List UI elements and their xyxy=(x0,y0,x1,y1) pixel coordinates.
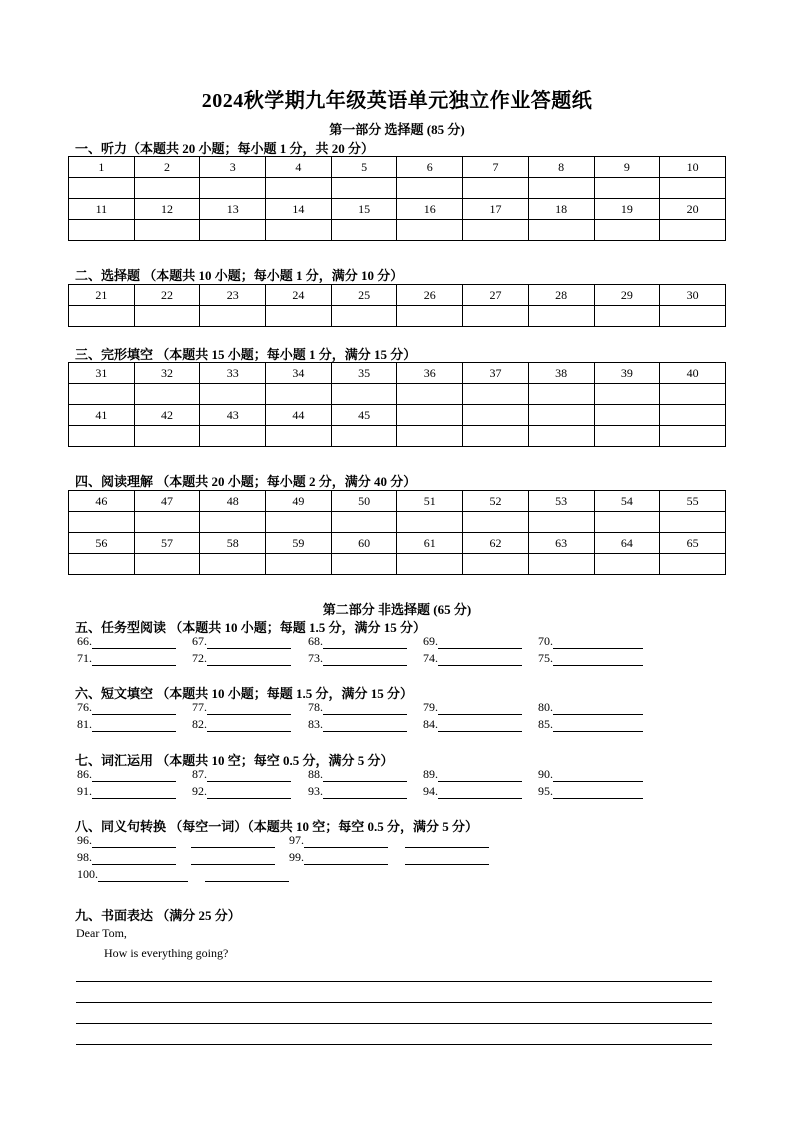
blank-item: 72. xyxy=(192,651,291,666)
answer-blank[interactable] xyxy=(207,700,291,715)
question-number-cell: 6 xyxy=(397,157,463,178)
blank-item xyxy=(205,867,289,882)
question-number-cell: 36 xyxy=(397,363,463,384)
question-number-cell: 2 xyxy=(134,157,200,178)
question-number-cell: 53 xyxy=(528,491,594,512)
question-number-cell: 37 xyxy=(463,363,529,384)
blank-item: 84. xyxy=(423,717,522,732)
question-number-cell: 61 xyxy=(397,533,463,554)
question-number-cell: 13 xyxy=(200,199,266,220)
blank-item: 73. xyxy=(308,651,407,666)
question-number-cell: 26 xyxy=(397,285,463,306)
blank-item: 89. xyxy=(423,767,522,782)
answer-blank[interactable] xyxy=(92,700,176,715)
answer-cell[interactable] xyxy=(331,384,397,405)
section1-heading: 一、听力（本题共 20 小题；每小题 1 分，共 20 分） xyxy=(75,141,375,156)
answer-cell[interactable] xyxy=(331,554,397,575)
answer-blank[interactable] xyxy=(92,651,176,666)
blank-item: 68. xyxy=(308,634,407,649)
table-row xyxy=(69,533,726,554)
blank-item: 96. xyxy=(77,833,176,848)
answer-cell[interactable] xyxy=(660,384,726,405)
blank-item: 92. xyxy=(192,784,291,799)
blank-item: 67. xyxy=(192,634,291,649)
question-number-cell: 34 xyxy=(266,363,332,384)
question-number-cell: 27 xyxy=(463,285,529,306)
blank-item: 79. xyxy=(423,700,522,715)
answer-cell[interactable] xyxy=(200,512,266,533)
answer-blank[interactable] xyxy=(438,784,522,799)
answer-blank[interactable] xyxy=(98,867,188,882)
question-number-cell: 43 xyxy=(200,405,266,426)
answer-blank[interactable] xyxy=(438,651,522,666)
part2-heading: 第二部分 非选择题 (65 分) xyxy=(322,602,472,617)
answer-row xyxy=(69,554,726,575)
section3-heading: 三、完形填空 （本题共 15 小题；每小题 1 分，满分 15 分） xyxy=(75,347,417,362)
answer-cell[interactable] xyxy=(331,512,397,533)
answer-blank[interactable] xyxy=(323,767,407,782)
answer-cell[interactable] xyxy=(660,512,726,533)
answer-cell[interactable] xyxy=(69,384,135,405)
section6-heading: 六、短文填空 （本题共 10 小题；每题 1.5 分，满分 15 分） xyxy=(75,686,414,701)
answer-blank[interactable] xyxy=(553,767,643,782)
blank-item: 80. xyxy=(538,700,643,715)
answer-cell[interactable] xyxy=(528,384,594,405)
table-row xyxy=(69,491,726,512)
question-number-cell: 60 xyxy=(331,533,397,554)
answer-blank[interactable] xyxy=(207,634,291,649)
blank-item: 90. xyxy=(538,767,643,782)
answer-cell[interactable] xyxy=(528,306,594,327)
blank-item: 88. xyxy=(308,767,407,782)
question-number-cell: 25 xyxy=(331,285,397,306)
question-number-cell: 3 xyxy=(200,157,266,178)
empty-cell xyxy=(397,426,463,447)
answer-row xyxy=(69,384,726,405)
answer-blank[interactable] xyxy=(438,717,522,732)
section9-heading: 九、书面表达 （满分 25 分） xyxy=(75,908,241,923)
empty-cell xyxy=(463,405,529,426)
question-number-cell: 35 xyxy=(331,363,397,384)
answer-blank[interactable] xyxy=(92,784,176,799)
answer-cell[interactable] xyxy=(200,554,266,575)
question-number-cell: 65 xyxy=(660,533,726,554)
answer-blank[interactable] xyxy=(207,767,291,782)
question-number-cell: 50 xyxy=(331,491,397,512)
question-number-cell: 49 xyxy=(266,491,332,512)
answer-cell[interactable] xyxy=(331,178,397,199)
empty-cell xyxy=(528,405,594,426)
blank-item: 93. xyxy=(308,784,407,799)
question-number-cell: 20 xyxy=(660,199,726,220)
question-number-cell: 31 xyxy=(69,363,135,384)
table-row xyxy=(69,363,726,384)
answer-blank[interactable] xyxy=(191,833,275,848)
question-number-cell: 39 xyxy=(594,363,660,384)
answer-cell[interactable] xyxy=(134,220,200,241)
empty-cell xyxy=(463,426,529,447)
question-number-cell: 9 xyxy=(594,157,660,178)
answer-blank[interactable] xyxy=(553,651,643,666)
answer-blank[interactable] xyxy=(323,700,407,715)
answer-blank[interactable] xyxy=(323,717,407,732)
question-number-cell: 18 xyxy=(528,199,594,220)
question-number-cell: 23 xyxy=(200,285,266,306)
answer-cell[interactable] xyxy=(594,178,660,199)
answer-cell[interactable] xyxy=(397,178,463,199)
question-number-cell: 24 xyxy=(266,285,332,306)
answer-cell[interactable] xyxy=(200,178,266,199)
answer-cell[interactable] xyxy=(69,554,135,575)
blank-item: 66. xyxy=(77,634,176,649)
question-number-cell: 42 xyxy=(134,405,200,426)
blank-item: 76. xyxy=(77,700,176,715)
question-number-cell: 41 xyxy=(69,405,135,426)
empty-cell xyxy=(594,405,660,426)
question-number-cell: 14 xyxy=(266,199,332,220)
answer-cell[interactable] xyxy=(594,220,660,241)
blank-item xyxy=(405,833,489,848)
section2-heading: 二、选择题 （本题共 10 小题；每小题 1 分，满分 10 分） xyxy=(75,268,404,283)
question-number-cell: 7 xyxy=(463,157,529,178)
question-number-cell: 4 xyxy=(266,157,332,178)
blank-item: 91. xyxy=(77,784,176,799)
blank-item: 71. xyxy=(77,651,176,666)
answer-blank[interactable] xyxy=(553,700,643,715)
question-number-cell: 32 xyxy=(134,363,200,384)
answer-row xyxy=(69,512,726,533)
answer-row xyxy=(69,426,726,447)
question-number-cell: 55 xyxy=(660,491,726,512)
question-number-cell: 10 xyxy=(660,157,726,178)
question-number-cell: 5 xyxy=(331,157,397,178)
question-number-cell: 11 xyxy=(69,199,135,220)
answer-blank[interactable] xyxy=(92,833,176,848)
answer-cell[interactable] xyxy=(266,554,332,575)
answer-blank[interactable] xyxy=(438,767,522,782)
answer-blank[interactable] xyxy=(405,850,489,865)
blank-item: 98. xyxy=(77,850,176,865)
answer-cell[interactable] xyxy=(266,220,332,241)
empty-cell xyxy=(594,426,660,447)
answer-cell[interactable] xyxy=(397,306,463,327)
blank-item: 77. xyxy=(192,700,291,715)
answer-cell[interactable] xyxy=(134,512,200,533)
answer-cell[interactable] xyxy=(266,178,332,199)
answer-cell[interactable] xyxy=(463,384,529,405)
blank-item: 75. xyxy=(538,651,643,666)
answer-blank[interactable] xyxy=(304,850,388,865)
answer-cell[interactable] xyxy=(397,512,463,533)
answer-blank[interactable] xyxy=(553,717,643,732)
page-title: 2024秋学期九年级英语单元独立作业答题纸 xyxy=(201,90,593,112)
answer-blank[interactable] xyxy=(438,634,522,649)
blank-item: 78. xyxy=(308,700,407,715)
question-number-cell: 62 xyxy=(463,533,529,554)
answer-blank[interactable] xyxy=(553,784,643,799)
answer-cell[interactable] xyxy=(266,512,332,533)
blank-item: 69. xyxy=(423,634,522,649)
letter-salutation: Dear Tom, xyxy=(76,926,127,940)
question-number-cell: 51 xyxy=(397,491,463,512)
question-number-cell: 57 xyxy=(134,533,200,554)
answer-blank[interactable] xyxy=(205,867,289,882)
answer-blank[interactable] xyxy=(207,784,291,799)
blank-item xyxy=(405,850,489,865)
answer-cell[interactable] xyxy=(266,426,332,447)
question-number-cell: 8 xyxy=(528,157,594,178)
blank-item: 87. xyxy=(192,767,291,782)
question-number-cell: 47 xyxy=(134,491,200,512)
table-row xyxy=(69,199,726,220)
answer-cell[interactable] xyxy=(463,220,529,241)
question-number-cell: 48 xyxy=(200,491,266,512)
question-number-cell: 16 xyxy=(397,199,463,220)
answer-cell[interactable] xyxy=(463,554,529,575)
question-number-cell: 17 xyxy=(463,199,529,220)
answer-cell[interactable] xyxy=(594,512,660,533)
answer-cell[interactable] xyxy=(660,554,726,575)
answer-cell[interactable] xyxy=(200,220,266,241)
writing-line[interactable] xyxy=(76,1023,712,1024)
answer-cell[interactable] xyxy=(594,384,660,405)
section7-heading: 七、词汇运用 （本题共 10 空；每空 0.5 分，满分 5 分） xyxy=(75,753,394,768)
answer-cell[interactable] xyxy=(69,178,135,199)
blank-item: 70. xyxy=(538,634,643,649)
blank-item: 86. xyxy=(77,767,176,782)
table-row xyxy=(69,157,726,178)
question-number-cell: 15 xyxy=(331,199,397,220)
question-number-cell: 28 xyxy=(528,285,594,306)
question-number-cell: 44 xyxy=(266,405,332,426)
question-number-cell: 56 xyxy=(69,533,135,554)
question-number-cell: 30 xyxy=(660,285,726,306)
question-number-cell: 38 xyxy=(528,363,594,384)
answer-cell[interactable] xyxy=(528,220,594,241)
answer-cell[interactable] xyxy=(331,220,397,241)
question-number-cell: 29 xyxy=(594,285,660,306)
answer-cell[interactable] xyxy=(134,178,200,199)
answer-cell[interactable] xyxy=(331,306,397,327)
answer-blank[interactable] xyxy=(207,651,291,666)
question-number-cell: 21 xyxy=(69,285,135,306)
answer-cell[interactable] xyxy=(660,178,726,199)
answer-blank[interactable] xyxy=(92,767,176,782)
writing-line[interactable] xyxy=(76,1002,712,1003)
blank-item: 82. xyxy=(192,717,291,732)
answer-blank[interactable] xyxy=(92,850,176,865)
question-number-cell: 63 xyxy=(528,533,594,554)
reading-answer-grid xyxy=(68,490,726,575)
answer-cell[interactable] xyxy=(397,220,463,241)
answer-blank[interactable] xyxy=(323,651,407,666)
blank-item: 99. xyxy=(289,850,388,865)
blank-item xyxy=(191,850,275,865)
blank-item: 74. xyxy=(423,651,522,666)
answer-cell[interactable] xyxy=(528,178,594,199)
blank-item: 83. xyxy=(308,717,407,732)
writing-line[interactable] xyxy=(76,1044,712,1045)
question-number-cell: 59 xyxy=(266,533,332,554)
letter-opening-line: How is everything going? xyxy=(104,946,229,960)
answer-blank[interactable] xyxy=(438,700,522,715)
answer-blank[interactable] xyxy=(207,717,291,732)
answer-blank[interactable] xyxy=(553,634,643,649)
answer-cell[interactable] xyxy=(463,512,529,533)
answer-cell[interactable] xyxy=(69,220,135,241)
answer-cell[interactable] xyxy=(266,384,332,405)
part1-heading: 第一部分 选择题 (85 分) xyxy=(329,122,465,137)
question-number-cell: 12 xyxy=(134,199,200,220)
answer-cell[interactable] xyxy=(397,554,463,575)
answer-cell[interactable] xyxy=(69,512,135,533)
question-number-cell: 1 xyxy=(69,157,135,178)
question-number-cell: 46 xyxy=(69,491,135,512)
choice-answer-grid xyxy=(68,284,726,327)
section4-heading: 四、阅读理解 （本题共 20 小题；每小题 2 分，满分 40 分） xyxy=(75,474,417,489)
answer-cell[interactable] xyxy=(69,306,135,327)
empty-cell xyxy=(660,426,726,447)
answer-cell[interactable] xyxy=(594,554,660,575)
table-row xyxy=(69,285,726,306)
blank-item xyxy=(191,833,275,848)
answer-row xyxy=(69,220,726,241)
cloze-answer-grid xyxy=(68,362,726,447)
answer-blank[interactable] xyxy=(92,717,176,732)
answer-cell[interactable] xyxy=(594,306,660,327)
question-number-cell: 54 xyxy=(594,491,660,512)
answer-cell[interactable] xyxy=(463,306,529,327)
answer-cell[interactable] xyxy=(266,306,332,327)
answer-cell[interactable] xyxy=(134,554,200,575)
blank-item: 94. xyxy=(423,784,522,799)
writing-line[interactable] xyxy=(76,981,712,982)
answer-cell[interactable] xyxy=(200,306,266,327)
answer-blank[interactable] xyxy=(304,833,388,848)
answer-cell[interactable] xyxy=(331,426,397,447)
answer-blank[interactable] xyxy=(323,634,407,649)
answer-cell[interactable] xyxy=(134,384,200,405)
answer-cell[interactable] xyxy=(660,220,726,241)
answer-cell[interactable] xyxy=(528,554,594,575)
answer-row xyxy=(69,178,726,199)
answer-cell[interactable] xyxy=(660,306,726,327)
empty-cell xyxy=(528,426,594,447)
blank-item: 97. xyxy=(289,833,388,848)
answer-blank[interactable] xyxy=(191,850,275,865)
table-row xyxy=(69,405,726,426)
section8-heading: 八、同义句转换 （每空一词）（本题共 10 空；每空 0.5 分，满分 5 分） xyxy=(75,819,479,834)
answer-cell[interactable] xyxy=(69,426,135,447)
blank-item: 100. xyxy=(77,867,188,882)
question-number-cell: 64 xyxy=(594,533,660,554)
listening-answer-grid xyxy=(68,156,726,241)
question-number-cell: 22 xyxy=(134,285,200,306)
question-number-cell: 19 xyxy=(594,199,660,220)
empty-cell xyxy=(397,405,463,426)
answer-cell[interactable] xyxy=(200,384,266,405)
question-number-cell: 52 xyxy=(463,491,529,512)
answer-blank[interactable] xyxy=(323,784,407,799)
blank-item: 95. xyxy=(538,784,643,799)
question-number-cell: 58 xyxy=(200,533,266,554)
question-number-cell: 33 xyxy=(200,363,266,384)
answer-cell[interactable] xyxy=(134,306,200,327)
answer-cell[interactable] xyxy=(463,178,529,199)
answer-blank[interactable] xyxy=(405,833,489,848)
question-number-cell: 45 xyxy=(331,405,397,426)
answer-row xyxy=(69,306,726,327)
section5-heading: 五、任务型阅读 （本题共 10 小题；每题 1.5 分，满分 15 分） xyxy=(75,620,427,635)
answer-cell[interactable] xyxy=(134,426,200,447)
answer-blank[interactable] xyxy=(92,634,176,649)
answer-cell[interactable] xyxy=(397,384,463,405)
question-number-cell: 40 xyxy=(660,363,726,384)
answer-cell[interactable] xyxy=(528,512,594,533)
blank-item: 81. xyxy=(77,717,176,732)
empty-cell xyxy=(660,405,726,426)
blank-item: 85. xyxy=(538,717,643,732)
answer-cell[interactable] xyxy=(200,426,266,447)
